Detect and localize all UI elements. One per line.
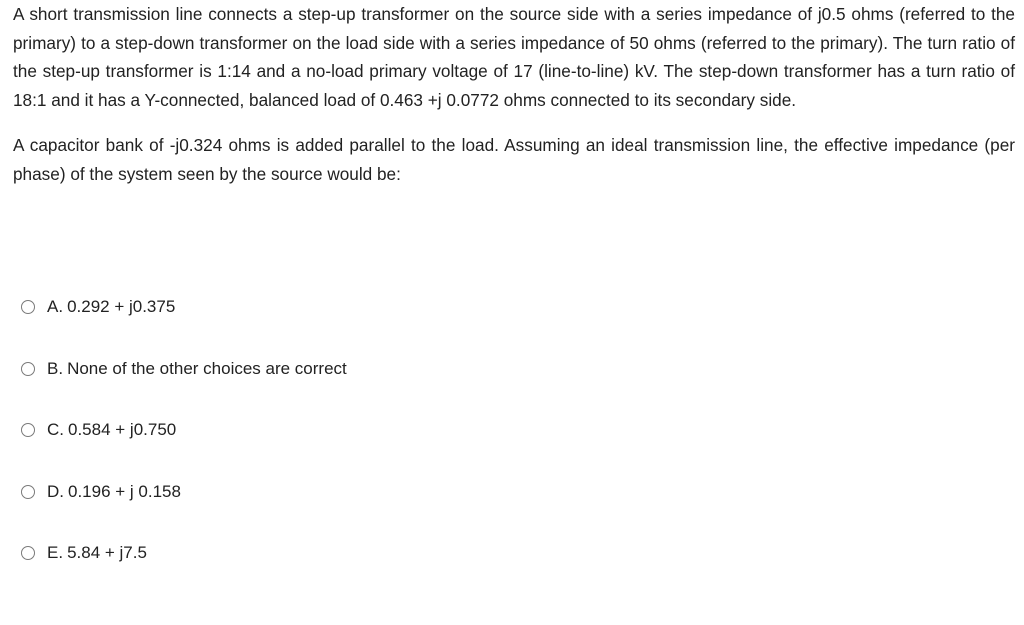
radio-button-d[interactable]	[21, 485, 35, 499]
choice-d[interactable]	[21, 477, 347, 507]
choice-a-letter: A.	[47, 297, 64, 316]
choice-a[interactable]	[21, 292, 347, 322]
question-text	[13, 0, 1015, 189]
choice-a-value: 0.292 + j0.375	[67, 297, 176, 316]
choice-b-label	[47, 354, 347, 384]
answer-choices	[21, 292, 347, 600]
radio-button-e[interactable]	[21, 546, 35, 560]
choice-b-value: None of the other choices are correct	[67, 358, 347, 378]
choice-d-value: 0.196 + j 0.158	[68, 481, 181, 501]
choice-e-label	[47, 538, 147, 568]
radio-button-b[interactable]	[21, 362, 35, 376]
choice-e-value: 5.84 + j7.5	[67, 543, 147, 562]
choice-c[interactable]	[21, 415, 347, 445]
choice-c-letter: C.	[47, 420, 64, 439]
choice-d-label	[47, 477, 181, 507]
radio-button-a[interactable]	[21, 300, 35, 314]
choice-a-label	[47, 292, 175, 322]
choice-d-letter: D.	[47, 481, 64, 501]
choice-c-label	[47, 415, 176, 445]
choice-b-letter: B.	[47, 358, 64, 378]
question-paragraph-2: A capacitor bank of -j0.324 ohms is added parallel to the load. Assuming an ideal transmission line, the effective impedance (per phase) of the system seen by the source would be:	[13, 135, 1015, 184]
choice-e-letter: E.	[47, 543, 64, 562]
question-paragraph-1: A short transmission line connects a step-up transformer on the source side with a series impedance of j0.5 ohms (referred to the primary) to a step-down transformer on the load side with a series impedance of 50 ohms (referred to the primary). The turn ratio of the step-up transformer is 1:14 and a no-load primary voltage of 17 (line-to-line) kV. The step-down transformer has a turn ratio of 18:1 and it has a Y-connected, balanced load of 0.463 +j 0.0772 ohms connected to its secondary side.	[13, 4, 1015, 110]
radio-button-c[interactable]	[21, 423, 35, 437]
choice-e[interactable]	[21, 538, 347, 568]
choice-b[interactable]	[21, 354, 347, 384]
choice-c-value: 0.584 + j0.750	[68, 420, 177, 439]
